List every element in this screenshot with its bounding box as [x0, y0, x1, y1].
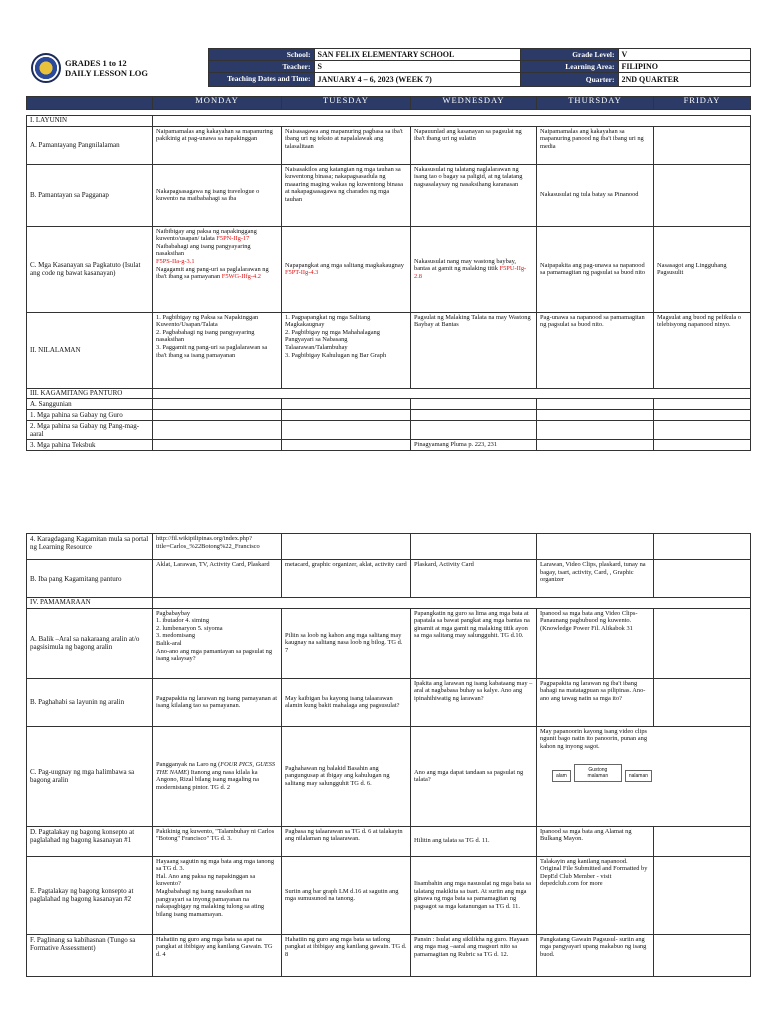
text-part: ) Itanong ang nasa kilala ka Angono, Rizal bilang isang magaling na modernistang pintor. TG d. 2 [156, 768, 259, 791]
grade-value: V [618, 49, 750, 61]
cell-monday [153, 608, 282, 678]
section-kagamitan: III. KAGAMITANG PANTURO [27, 388, 153, 399]
cell-tuesday: Suriin ang bar graph LM d.16 at sagutin ang mga sumusunod na tanong. [282, 856, 411, 934]
cell-thursday: Ipanood sa mga bata ang Alamat ng Bulkang Mayon. [537, 826, 654, 856]
cell-monday [153, 726, 282, 826]
cell-wednesday: Pagsulat ng Malaking Talata na may Wastong Baybay at Bantas [411, 312, 537, 388]
day-thursday: THURSDAY [537, 97, 654, 110]
cell-thursday [537, 726, 751, 826]
skill-text: Napapangkat ang mga salitang magkakaugnay [285, 261, 404, 269]
cell-wednesday [411, 226, 537, 312]
text-part: Pangganyak na Laro ng ( [156, 760, 221, 768]
section-layunin: I. LAYUNIN [27, 116, 153, 127]
dates-label: Teaching Dates and Time: [208, 73, 314, 87]
day-monday: MONDAY [153, 97, 282, 110]
row-iba-pang-kagamitan [27, 560, 751, 598]
school-label: School: [208, 49, 314, 61]
cell-monday: http://fil.wikipilipinas.org/index.php?title=Carlos_%22Botong%22_Francisco [153, 534, 282, 560]
day-tuesday: TUESDAY [282, 97, 411, 110]
section-pamamaraan: IV. PAMAMARAAN [27, 598, 153, 609]
quarter-value: 2ND QUARTER [618, 73, 750, 87]
cell-monday: Nakapagsasagawa ng isang travelogue o kuwento na maibabahagi sa iba [153, 164, 282, 226]
row-paghahabi [27, 678, 751, 726]
skill-text: Naibibigay ang paksa ng napakinggang kuwento/usapan/ talata [156, 227, 257, 243]
row-label: B. Pamantayan sa Pagganap [27, 164, 153, 226]
cell-thursday: Pagpapakita ng larawan ng iba't ibang bahagi na matatagpuan sa pilipinas. Ano-ano ang tawag natin sa mga ito? [537, 678, 654, 726]
content-item: 3. Paggamit ng pang-uri sa paglalarawan sa iba't ibang sa isang pamayanan [156, 343, 268, 359]
cell-wednesday: Pinagyamang Pluma p. 223, 231 [411, 440, 537, 451]
deped-seal-icon [31, 53, 61, 83]
row-pamantayan-sa-pagganap [27, 164, 751, 226]
content-item: Original File Submitted and Formatted by DepEd Club Member - visit depedclub.com for more [540, 865, 648, 888]
day-wednesday: WEDNESDAY [411, 97, 537, 110]
content-item: 2. lumbenaryon 5. siyoma [156, 624, 223, 632]
content-item: 1. Pagpapangkat ng mga Salitang Magkakaugnay [285, 313, 371, 329]
thursday-text: May papanoorin kayong isang video clips ngunit bago natin ito panoorin, punan ang kahon ng inyong sagot. [540, 727, 648, 750]
cell-tuesday [282, 226, 411, 312]
cell-monday [153, 226, 282, 312]
row-gabay-guro: 1. Mga pahina sa Gabay ng Guro [27, 410, 153, 421]
skill-code: F5PT-IIg-4.3 [285, 269, 319, 277]
title-line-1: GRADES 1 to 12 [65, 57, 127, 68]
row-paglinang [27, 934, 751, 976]
content-item: 3. medomisang [156, 632, 196, 640]
skill-code: F5WG-IIfg-4.2 [221, 273, 261, 281]
cell-wednesday: Papangkatin ng guro sa lima ang mga bata at papatala sa bawat pangkat ang mga bantas na ginamit at mga gamit ng malaking titik ayon sa mga salitang may salungguhit. TG d.10. [411, 608, 537, 678]
row-label: F. Paglinang sa kabihasnan (Tungo sa Formative Assessment) [27, 934, 153, 976]
cell-tuesday: Naisasakilos ang katangian ng mga tauhan sa kuwentong binasa; nakapagsasadula ng maaaring maging wakas ng kuwentong binasa at nakapagsasagawa ng charades ng mga tauhan [282, 164, 411, 226]
cell-thursday: Pangkatang Gawain Pagsusul- suriin ang mga pangyayari upang makabuo ng isang buod. [537, 934, 654, 976]
content-item: 2. Pagbibigay ng mga Mahahalagang Pangyayari sa Nabasang Talaarawan/Talambuhay [285, 328, 380, 351]
cell-tuesday: metacard, graphic organizer, aklat, activity card [282, 560, 411, 598]
cell-thursday: Nakasusulat ng tula batay sa Pinanood [537, 164, 654, 226]
kwl-nalaman: nalaman [625, 770, 652, 782]
cell-friday [654, 126, 751, 164]
logo-block [26, 49, 208, 87]
cell-tuesday: Naisasagawa ang mapanuring pagbasa sa iba't ibang uri ng teksto at napalalawak ang talasalitaan [282, 126, 411, 164]
day-header-row [27, 97, 751, 110]
row-nilalaman [27, 312, 751, 388]
row-label: B. Paghahabi sa layunin ng aralin [27, 678, 153, 726]
lesson-log-page-1 [26, 48, 750, 451]
row-label: A. Balik –Aral sa nakaraang aralin at/o pagsisimula ng bagong aralin [27, 608, 153, 678]
content-item: Balik-aral [156, 639, 182, 647]
row-sanggunian: A. Sanggunian [27, 399, 153, 410]
cell-tuesday: Paghahawan ng balakid Basahin ang pangungusap at ibigay ang kahulugan ng salitang may salungguhit TG d. 6. [282, 726, 411, 826]
title-line-2: DAILY LESSON LOG [65, 67, 148, 78]
quarter-label: Quarter: [520, 73, 618, 87]
cell-wednesday: Napauunlad ang kasanayan sa pagsulat ng iba't ibang uri ng sulatin [411, 126, 537, 164]
row-label: C. Mga Kasanayan sa Pagkatuto (Isulat ang code ng bawat kasanayan) [27, 226, 153, 312]
cell-monday: Hahatiin ng guro ang mga bata sa apat na pangkat at ibibigay ang kanilang Gawain. TG d. 4 [153, 934, 282, 976]
content-item: Ipanood sa mga bata ang Video Clips- Panaunang pagbubuod ng kuwento. [540, 609, 638, 625]
content-item: (Knowledge Power Fil. Alikabok 31 [540, 624, 633, 632]
teacher-value: S [314, 61, 520, 73]
lesson-table-1 [26, 96, 751, 451]
game-title: FOUR PICS, GUESS THE NAME [156, 760, 276, 776]
content-item: Magbabahagi ng isang nasaksihan na pangyayari sa inyong pamayanan na nakapagbigay ng malaking tulong sa ating bilang isang mamamayan. [156, 887, 265, 918]
content-item: 1. Pagbibigay ng Paksa sa Napakinggan Kuwento/Usapan/Talata [156, 313, 259, 329]
content-item: Pagbabaybay [156, 609, 191, 617]
cell-thursday: Naipamamalas ang kakayahan sa mapanuring panood ng iba't ibang uri ng media [537, 126, 654, 164]
kwl-alam: alam [552, 770, 571, 782]
content-item: Ano-ano ang mga pamantayan sa pagsulat ng isang salaysay? [156, 647, 273, 663]
day-friday: FRIDAY [654, 97, 751, 110]
cell-tuesday: Hahatiin ng guro ang mga bata sa tatlong pangkat at ibibigay ang kanilang gawain. TG d. 8 [282, 934, 411, 976]
grade-label: Grade Level: [520, 49, 618, 61]
kwl-gustong-malaman: Gustong malaman [574, 764, 622, 782]
cell-friday: Magsulat ang buod ng pelikula o telebisyong napanood ninyo. [654, 312, 751, 388]
content-item: 3. Pagbibigay Kahulugan ng Bar Graph [285, 351, 387, 359]
header-table [26, 48, 751, 87]
row-pagtalakay-1 [27, 826, 751, 856]
row-label: II. NILALAMAN [27, 312, 153, 388]
lesson-log-page-2 [26, 533, 750, 977]
cell-thursday: Pag-unawa sa napanood sa pamamagitan ng pagsulat sa buod nito. [537, 312, 654, 388]
content-item: 2. Pagbabahagi ng isang pangyayaring nasaksihan [156, 328, 255, 344]
row-label: C. Pag-uugnay ng mga halimbawa sa bagong aralin [27, 726, 153, 826]
content-item: Talakayin ang kanilang napanood. [540, 857, 628, 865]
row-pagtalakay-2 [27, 856, 751, 934]
cell-wednesday: Hilitin ang talata sa TG d. 11. [411, 826, 537, 856]
cell-tuesday: Pagbasa ng talaarawan sa TG d. 6 at talakayin ang nilalaman ng talaarawan. [282, 826, 411, 856]
skill-text: Nakasusulat nang may wastong baybay, bantas at gamit ng malaking titik [414, 257, 516, 273]
content-item: 1. ibutador 4. siming [156, 617, 210, 625]
cell-thursday [537, 856, 654, 934]
row-gabay-mag-aaral: 2. Mga pahina sa Gabay ng Pang-mag-aaral [27, 421, 153, 440]
cell-wednesday: Ipakita ang larawan ng isang kabataang may –aral at nagbabasa buhay sa kalye. Ano ang ipinahihiwatig ng larawan? [411, 678, 537, 726]
cell-tuesday: May kaibigan ba kayong isang talaarawan alamin kung bakit mahalaga ang pagsusulat? [282, 678, 411, 726]
row-pamantayang-pangnilalaman [27, 126, 751, 164]
row-balik-aral [27, 608, 751, 678]
cell-wednesday: Pansin : Isulat ang sikilikha ng guro. Hayaan ang mga mag –aaral ang magsuri nito sa pamamagitan ng Rubric sa TG d. 12. [411, 934, 537, 976]
cell-tuesday [282, 312, 411, 388]
skill-text: Naibabahagi ang isang pangyayaring nasaksihan [156, 242, 251, 258]
cell-monday: Naipamamalas ang kakayahan sa mapanuring pakikinig at pag-unawa sa napakinggan [153, 126, 282, 164]
row-label: E. Pagtalakay ng bagong konsepto at paglalahad ng bagong kasanayan #2 [27, 856, 153, 934]
skill-code: F5PN-IIg-17 [216, 235, 250, 243]
row-label: D. Pagtalakay ng bagong konsepto at paglalahad ng bagong kasanayan #1 [27, 826, 153, 856]
cell-wednesday: Ano ang mga dapat tandaan sa pagsulat ng talata? [411, 726, 537, 826]
cell-friday: Nasasagot ang Lingguhang Pagsusulit [654, 226, 751, 312]
row-label: A. Pamantayang Pangnilalaman [27, 126, 153, 164]
cell-thursday: Larawan, Video Clips, plaskard, tunay na bagay, tsart, activity, Card, , Graphic organizer [537, 560, 654, 598]
kwl-chart [540, 764, 747, 782]
cell-thursday [537, 608, 654, 678]
row-label: B. Iba pang Kagamitang panturo [27, 560, 153, 598]
skill-code: F5PU-IIg-2.8 [414, 265, 527, 280]
lesson-table-2 [26, 533, 751, 977]
cell-wednesday: Iisambahin ang mga nasusulat ng mga bata sa talatang makikita sa tsart. At suriin ang mga ginawa ng mga bata sa pamamagitan ng pagsagot sa mga katanungan sa TG d. 11. [411, 856, 537, 934]
cell-monday: Pakikinig ng kuwento, "Talambuhay ni Carlos "Botong" Francisco" TG d. 3. [153, 826, 282, 856]
teacher-label: Teacher: [208, 61, 314, 73]
cell-wednesday: Nakasusulat ng talatang naglalarawan ng isang tao o bagay sa paligid, at ng talatang nagsasalaysay ng nasaksihang karanasan [411, 164, 537, 226]
row-label: 4. Karagdagang Kagamitan mula sa portal ng Learning Resource [27, 534, 153, 560]
area-label: Learning Area: [520, 61, 618, 73]
cell-monday: Aklat, Larawan, TV, Activity Card, Plaskard [153, 560, 282, 598]
cell-tuesday: Piliin sa loob ng kahon ang mga salitang may kaugnay na salitang nasa loob ng bilog. TG d. 7 [282, 608, 411, 678]
content-item: Hal. Ano ang paksa ng napakinggan sa kuwento? [156, 872, 256, 888]
skill-text: Nagagamit ang pang-uri sa paglalarawan ng iba't ibang sa pamayanan [156, 265, 269, 281]
skill-code: F5PS-IIa-g-3.1 [156, 257, 195, 265]
content-item: Hayaang sagutin ng mga bata ang mga tanong sa TG d. 3. [156, 857, 275, 873]
row-pag-uugnay [27, 726, 751, 826]
school-value: SAN FELIX ELEMENTARY SCHOOL [314, 49, 520, 61]
row-kasanayan-sa-pagkatuto [27, 226, 751, 312]
row-teksbuk: 3. Mga pahina Teksbuk [27, 440, 153, 451]
cell-monday: Pagpapakita ng larawan ng isang pamayanan at isang kilalang tao sa pamayanan. [153, 678, 282, 726]
cell-monday [153, 312, 282, 388]
cell-wednesday: Plaskard, Activity Card [411, 560, 537, 598]
cell-monday [153, 856, 282, 934]
row-karagdagang-kagamitan [27, 534, 751, 560]
area-value: FILIPINO [618, 61, 750, 73]
cell-thursday: Naipapakita ang pag-unawa sa napanood sa pamamagitan ng pagsulat sa buod nito [537, 226, 654, 312]
dates-value: JANUARY 4 – 6, 2023 (WEEK 7) [314, 73, 520, 87]
cell-friday [654, 164, 751, 226]
